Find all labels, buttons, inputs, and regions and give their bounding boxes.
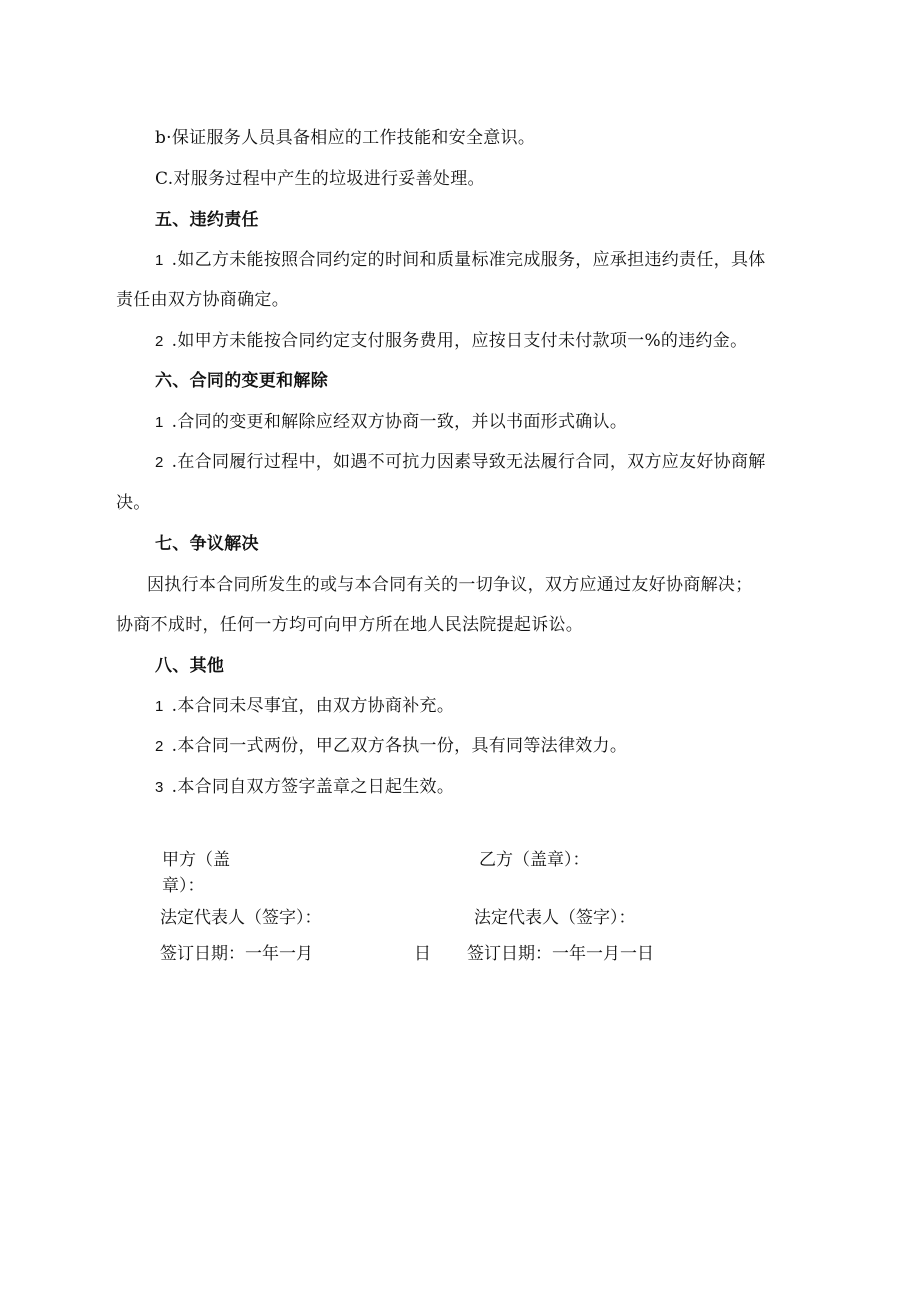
item-number: 1 (155, 252, 164, 269)
item-text: .本合同自双方签字盖章之日起生效。 (171, 777, 455, 797)
item-number: 1 (155, 698, 164, 715)
item-text: .本合同一式两份，甲乙双方各执一份，具有同等法律效力。 (171, 736, 628, 756)
section-6-title: 六、合同的变更和解除 (155, 371, 328, 391)
party-a-representative-label: 法定代表人（签字）： (160, 908, 322, 928)
section-6-item-1 (155, 411, 627, 434)
item-number: 2 (155, 333, 164, 350)
section-8-item-3 (155, 776, 454, 799)
section-5-title: 五、违约责任 (155, 210, 259, 230)
party-b-representative-label: 法定代表人（签字）： (474, 908, 636, 928)
item-number: 1 (155, 414, 164, 431)
item-text: .如甲方未能按合同约定支付服务费用，应按日支付未付款项一%的违约金。 (171, 331, 748, 351)
party-a-signing-date-day: 日 (414, 944, 431, 964)
section-6-item-2-cont: 决。 (116, 493, 151, 513)
party-a-signing-date: 签订日期：一年一月 (160, 944, 313, 964)
section-5-item-2 (155, 330, 747, 353)
section-7-para-line-1: 因执行本合同所发生的或与本合同有关的一切争议，双方应通过友好协商解决； (147, 575, 753, 595)
section-6-item-2 (155, 451, 766, 474)
section-8-title: 八、其他 (155, 656, 225, 676)
item-text: .合同的变更和解除应经双方协商一致，并以书面形式确认。 (171, 412, 628, 432)
item-text: .如乙方未能按照合同约定的时间和质量标准完成服务，应承担违约责任，具体 (171, 250, 766, 270)
section-5-item-1 (155, 249, 766, 272)
party-a-seal-label-cont: 章）： (162, 876, 205, 896)
item-number: 3 (155, 779, 164, 796)
item-number: 2 (155, 454, 164, 471)
item-text: .在合同履行过程中，如遇不可抗力因素导致无法履行合同，双方应友好协商解 (171, 452, 766, 472)
section-7-title: 七、争议解决 (155, 534, 259, 554)
party-b-signing-date: 签订日期：一年一月一日 (467, 944, 654, 964)
section-8-item-1 (155, 695, 454, 718)
party-a-seal-label: 甲方（盖 (162, 850, 230, 870)
section-5-item-1-cont: 责任由双方协商确定。 (116, 290, 289, 310)
section-7-para-line-2: 协商不成时，任何一方均可向甲方所在地人民法院提起诉讼。 (116, 615, 584, 635)
item-b: b·保证服务人员具备相应的工作技能和安全意识。 (155, 128, 536, 148)
party-b-seal-label: 乙方（盖章）： (479, 850, 590, 870)
item-number: 2 (155, 738, 164, 755)
section-8-item-2 (155, 735, 627, 758)
item-c: C.对服务过程中产生的垃圾进行妥善处理。 (155, 169, 485, 189)
item-text: .本合同未尽事宜，由双方协商补充。 (171, 696, 455, 716)
